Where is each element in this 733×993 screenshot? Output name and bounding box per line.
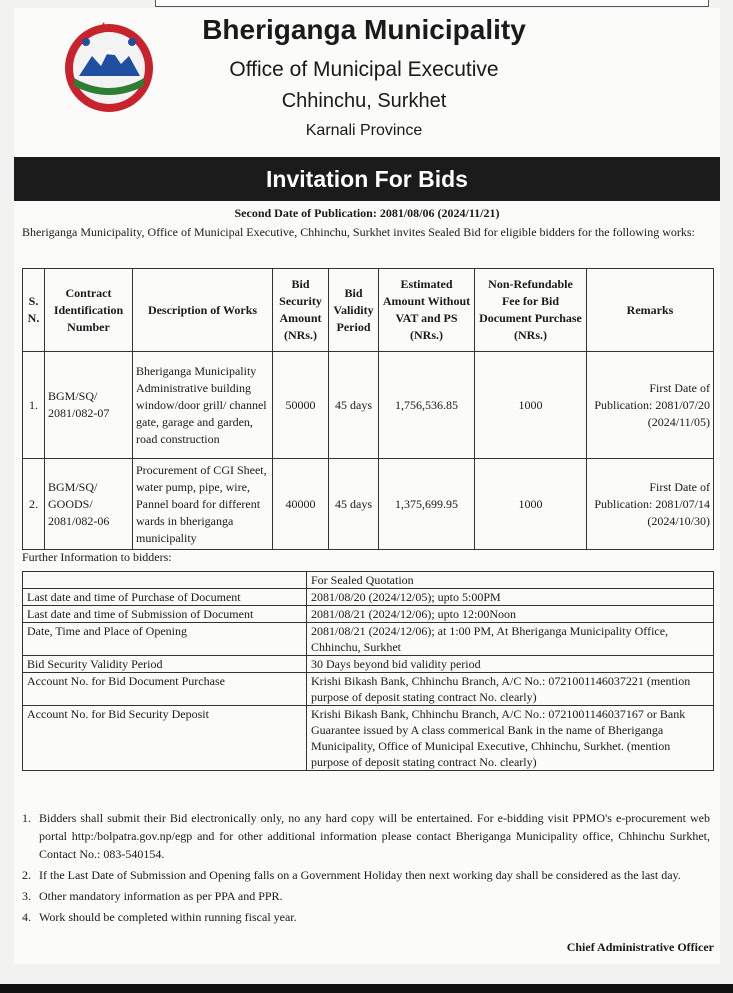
notice-header bbox=[14, 8, 720, 158]
info-row bbox=[23, 623, 714, 656]
info-label: Date, Time and Place of Opening bbox=[23, 623, 307, 656]
column-header: Estimated Amount Without VAT and PS (NRs.) bbox=[379, 269, 475, 352]
info-label: Account No. for Bid Security Deposit bbox=[23, 706, 307, 771]
note-text: Other mandatory information as per PPA and PPR. bbox=[39, 889, 283, 903]
info-value: Krishi Bikash Bank, Chhinchu Branch, A/C No.: 0721001146037221 (mention purpose of deposit stating contract No. clearly) bbox=[307, 673, 714, 706]
municipality-emblem-icon bbox=[58, 18, 160, 116]
bottom-dark-edge bbox=[0, 984, 733, 993]
info-value: 2081/08/20 (2024/12/05); upto 5:00PM bbox=[307, 589, 714, 606]
office-name: Office of Municipal Executive bbox=[229, 58, 499, 81]
note-number: 4. bbox=[22, 910, 31, 924]
info-value: 2081/08/21 (2024/12/06); at 1:00 PM, At Bheriganga Municipality Office, Chhinchu, Surkhet bbox=[307, 623, 714, 656]
table-row bbox=[23, 352, 714, 459]
note-number: 3. bbox=[22, 889, 31, 903]
estimated-amount-cell: 1,375,699.95 bbox=[379, 459, 475, 550]
serial-number-cell: 2. bbox=[23, 459, 45, 550]
bid-security-cell: 50000 bbox=[273, 352, 329, 459]
note-text: Bidders shall submit their Bid electronically only, no any hard copy will be entertained. For e-bidding visit PPMO's e-procurement web portal http:/bolpatra.gov.np/egp and for other additional information please contact Bheriganga Municipality office, Chhinchu Surkhet, Contact No.: 083-540154. bbox=[39, 811, 710, 861]
info-label bbox=[23, 572, 307, 589]
note-text: If the Last Date of Submission and Opening falls on a Government Holiday then next working day shall be considered as the last day. bbox=[39, 868, 681, 882]
signatory-title: Chief Administrative Officer bbox=[566, 940, 714, 954]
info-row bbox=[23, 673, 714, 706]
remarks-cell: First Date of Publication: 2081/07/14 (2024/10/30) bbox=[587, 459, 714, 550]
note-text: Work should be completed within running fiscal year. bbox=[39, 910, 297, 924]
note-number: 1. bbox=[22, 811, 31, 825]
info-row bbox=[23, 589, 714, 606]
document-fee-cell: 1000 bbox=[475, 459, 587, 550]
info-row bbox=[23, 706, 714, 771]
info-label: Last date and time of Submission of Document bbox=[23, 606, 307, 623]
notice-title-banner: Invitation For Bids bbox=[14, 157, 720, 201]
info-row bbox=[23, 656, 714, 673]
publication-date: Second Date of Publication: 2081/08/06 (2024/11/21) bbox=[234, 206, 500, 220]
info-value: Krishi Bikash Bank, Chhinchu Branch, A/C No.: 0721001146037167 or Bank Guarantee issued by A class commerical Bank in the name of Bheriganga Municipality, Office of Municipal Executive, Chhinchu, Surkhet. (mention purpose of deposit stating contract No. clearly) bbox=[307, 706, 714, 771]
notice-page bbox=[14, 8, 720, 964]
bid-security-cell: 40000 bbox=[273, 459, 329, 550]
further-info-label: Further Information to bidders: bbox=[22, 550, 172, 564]
list-item bbox=[22, 908, 710, 926]
info-value: 2081/08/21 (2024/12/06); upto 12:00Noon bbox=[307, 606, 714, 623]
column-header: Description of Works bbox=[133, 269, 273, 352]
works-table bbox=[22, 268, 714, 550]
column-header: S. N. bbox=[23, 269, 45, 352]
province-name: Karnali Province bbox=[305, 122, 423, 139]
list-item bbox=[22, 887, 710, 905]
contract-id-cell: BGM/SQ/ 2081/082-07 bbox=[45, 352, 133, 459]
description-cell: Procurement of CGI Sheet, water pump, pipe, wire, Pannel board for different wards in bheriganga municipality bbox=[133, 459, 273, 550]
info-label: Last date and time of Purchase of Document bbox=[23, 589, 307, 606]
contract-id-cell: BGM/SQ/ GOODS/ 2081/082-06 bbox=[45, 459, 133, 550]
column-header: Remarks bbox=[587, 269, 714, 352]
bid-validity-cell: 45 days bbox=[329, 459, 379, 550]
description-cell: Bheriganga Municipality Administrative building window/door grill/ channel gate, garage and garden, road construction bbox=[133, 352, 273, 459]
office-location: Chhinchu, Surkhet bbox=[281, 90, 447, 112]
column-header: Non-Refundable Fee for Bid Document Purchase (NRs.) bbox=[475, 269, 587, 352]
municipality-name: Bheriganga Municipality bbox=[202, 14, 526, 45]
works-table-header-row bbox=[23, 269, 714, 352]
info-row bbox=[23, 606, 714, 623]
table-row bbox=[23, 459, 714, 550]
column-header: Bid Validity Period bbox=[329, 269, 379, 352]
list-item bbox=[22, 809, 710, 863]
info-value: 30 Days beyond bid validity period bbox=[307, 656, 714, 673]
info-label: Bid Security Validity Period bbox=[23, 656, 307, 673]
bid-validity-cell: 45 days bbox=[329, 352, 379, 459]
estimated-amount-cell: 1,756,536.85 bbox=[379, 352, 475, 459]
notes-list bbox=[22, 809, 710, 929]
column-header: Bid Security Amount (NRs.) bbox=[273, 269, 329, 352]
top-clipping-edge bbox=[155, 0, 709, 7]
info-value: For Sealed Quotation bbox=[307, 572, 714, 589]
list-item bbox=[22, 866, 710, 884]
note-number: 2. bbox=[22, 868, 31, 882]
intro-paragraph: Bheriganga Municipality, Office of Municipal Executive, Chhinchu, Surkhet invites Sealed Bid for eligible bidders for the following works: bbox=[22, 225, 695, 239]
info-label: Account No. for Bid Document Purchase bbox=[23, 673, 307, 706]
info-row bbox=[23, 572, 714, 589]
document-fee-cell: 1000 bbox=[475, 352, 587, 459]
column-header: Contract Identification Number bbox=[45, 269, 133, 352]
further-info-table bbox=[22, 571, 714, 771]
remarks-cell: First Date of Publication: 2081/07/20 (2024/11/05) bbox=[587, 352, 714, 459]
serial-number-cell: 1. bbox=[23, 352, 45, 459]
